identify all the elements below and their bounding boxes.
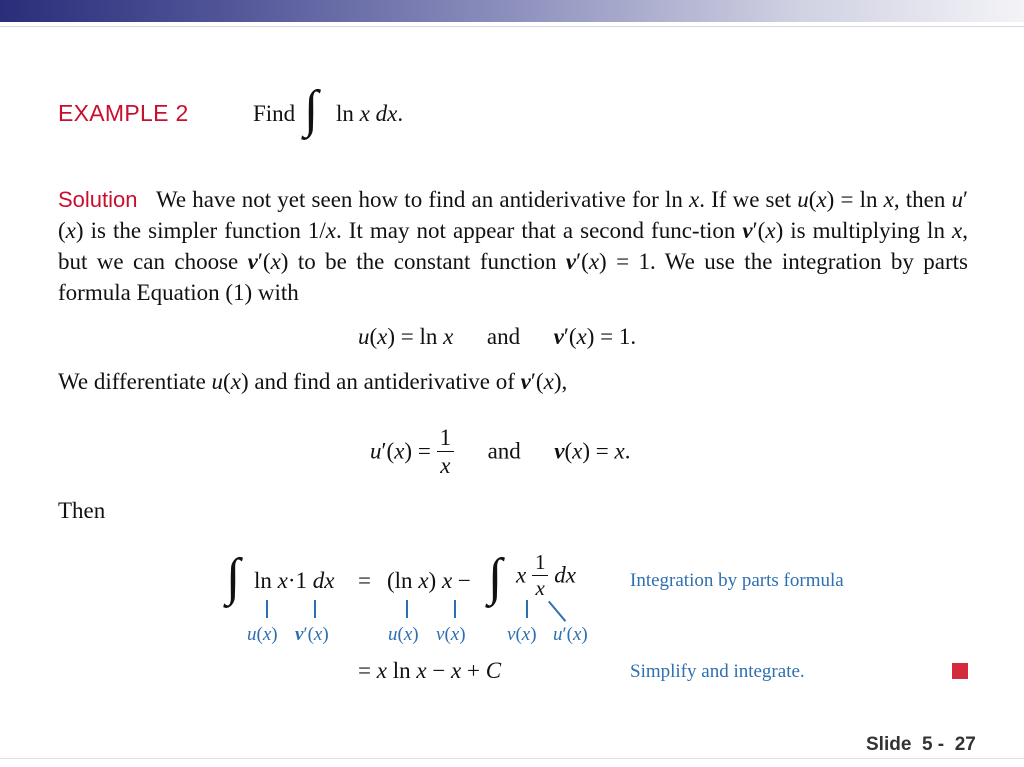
- connector-bar: [314, 600, 316, 618]
- connector-slant: [548, 601, 566, 622]
- eq2-denominator: x: [440, 453, 451, 478]
- eq3-equals: =: [358, 568, 371, 593]
- eq2-and: and: [487, 438, 521, 464]
- label-v: v(x): [507, 624, 537, 645]
- connector-bar: [454, 600, 456, 618]
- equation-2: [370, 426, 631, 477]
- sentence-differentiate: We differentiate u(x) and find an antiderivative of v′(x),: [58, 369, 568, 394]
- solution-paragraph: [58, 184, 968, 308]
- eq3-lhs: ln x·1 dx: [254, 568, 335, 593]
- label-v: v(x): [436, 624, 466, 645]
- connector-bar: [406, 600, 408, 618]
- then-text: Then: [58, 498, 106, 523]
- title-gradient-bar: [0, 0, 1024, 22]
- eq2-numerator: 1: [437, 426, 455, 452]
- label-u-prime: u′(x): [553, 624, 588, 645]
- integral-sign-rhs: ∫: [488, 549, 503, 606]
- eq1-left: u(x) = ln x: [358, 324, 454, 349]
- header-divider: [0, 26, 1024, 27]
- eq3-denominator: x: [535, 576, 545, 600]
- eq3-rhs-dx: dx: [554, 562, 576, 588]
- eq2-right: v(x) = x.: [554, 438, 631, 464]
- note-simplify: Simplify and integrate.: [630, 661, 805, 682]
- equation-1: [358, 324, 636, 350]
- footer-divider: [0, 758, 1024, 759]
- solution-text: We have not yet seen how to find an antiderivative for ln x. If we set u(x) = ln x, then u′(x) is the simpler function 1/x. It may not appear that a second func-tion v′(x) is multiplying ln x, but we can choose v′(x) to be the constant function v′(x) = 1. We use the integration by parts formula Equation (1) with: [58, 187, 969, 305]
- eq3-numerator: 1: [532, 552, 549, 576]
- example-find-text: Find: [253, 101, 296, 126]
- eq3-fraction: [532, 552, 549, 599]
- integral-sign-lhs: ∫: [226, 549, 241, 606]
- eq3-rhs: [516, 552, 576, 599]
- eq4-expression: = x ln x − x + C: [358, 658, 502, 683]
- eq2-left: u′(x) =: [370, 438, 431, 464]
- solution-label: Solution: [58, 187, 138, 212]
- connector-bar: [526, 600, 528, 618]
- end-of-example-mark: [952, 663, 968, 679]
- eq1-and: and: [486, 324, 521, 349]
- note-integration-by-parts: Integration by parts formula: [630, 570, 844, 591]
- example-integrand: ln x dx.: [336, 101, 404, 126]
- integral-sign: ∫: [304, 81, 319, 138]
- label-u: u(x): [247, 624, 278, 645]
- connector-bar: [266, 600, 268, 618]
- slide-number: Slide 5 - 27: [866, 734, 976, 755]
- eq1-right: v′(x) = 1.: [553, 324, 637, 349]
- label-v-prime: v′(x): [295, 624, 329, 645]
- eq3-mid: (ln x) x −: [387, 568, 471, 593]
- example-label: EXAMPLE 2: [58, 100, 189, 126]
- label-u: u(x): [388, 624, 419, 645]
- eq2-fraction: [437, 426, 455, 477]
- eq3-rhs-x: x: [516, 562, 527, 588]
